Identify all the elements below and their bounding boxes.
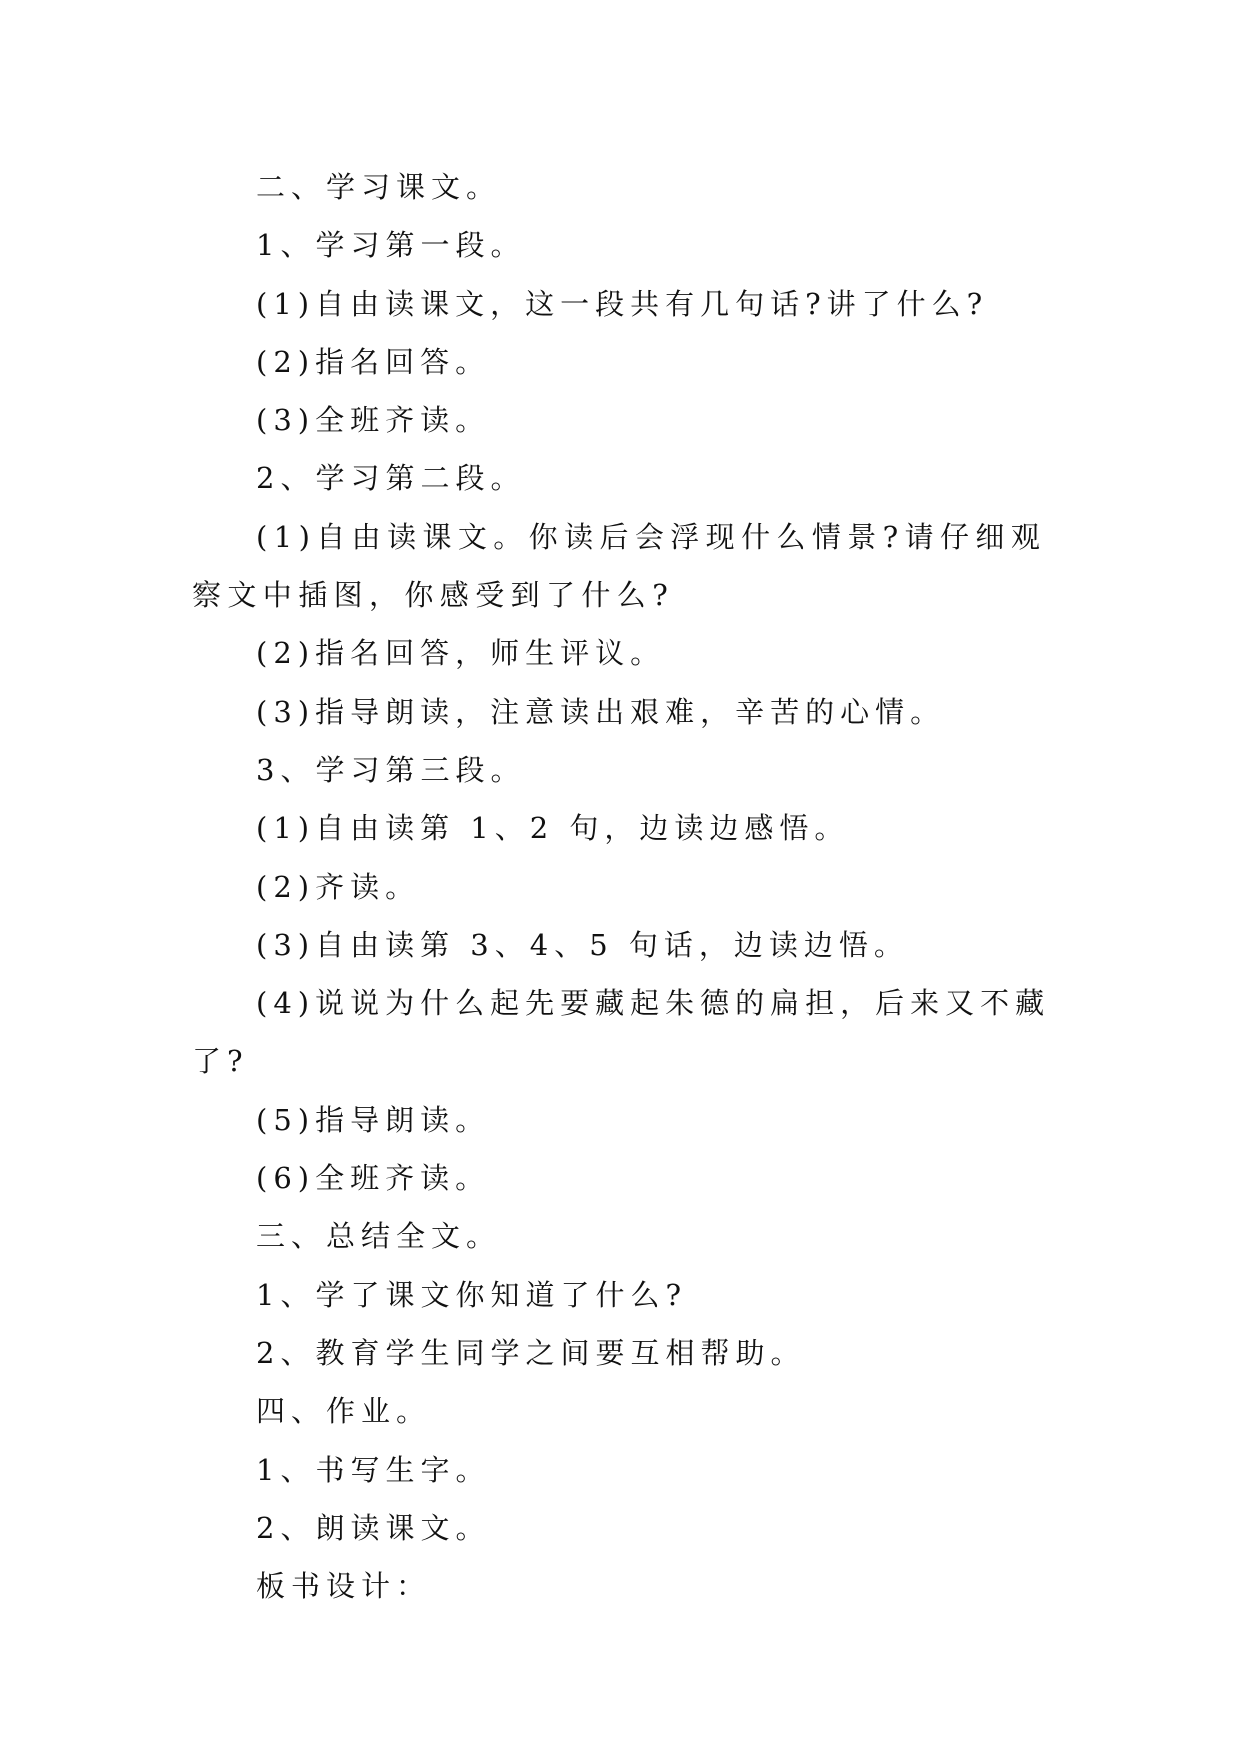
- section-heading-study-text: 二、学习课文。: [256, 170, 502, 204]
- step-study-paragraph-2: 2、学习第二段。: [256, 461, 526, 496]
- list-item: (3)全班齐读。: [256, 403, 491, 438]
- list-item: (1)自由读第 1、2 句，边读边感悟。: [256, 811, 850, 846]
- list-item: (3)指导朗读，注意读出艰难，辛苦的心情。: [256, 694, 946, 729]
- list-item: (4)说说为什么起先要藏起朱德的扁担，后来又不藏了?: [192, 986, 1051, 1079]
- list-item: (1)自由读课文，这一段共有几句话?讲了什么?: [256, 286, 989, 321]
- list-item: (2)指名回答。: [256, 344, 491, 379]
- step-study-paragraph-1: 1、学习第一段。: [256, 228, 526, 263]
- list-item: (3)自由读第 3、4、5 句话，边读边悟。: [256, 927, 909, 962]
- document-body: [192, 158, 1052, 1615]
- section-heading-homework: 四、作业。: [256, 1394, 432, 1429]
- list-item: (6)全班齐读。: [256, 1161, 491, 1196]
- section-heading-summary: 三、总结全文。: [256, 1219, 502, 1254]
- list-item: 2、朗读课文。: [256, 1510, 491, 1545]
- list-item: (2)齐读。: [256, 869, 421, 904]
- list-item: 1、学了课文你知道了什么?: [256, 1277, 687, 1312]
- list-item: (1)自由读课文。你读后会浮现什么情景?请仔细观察文中插图，你感受到了什么?: [192, 519, 1047, 613]
- list-item: (2)指名回答，师生评议。: [256, 636, 666, 671]
- list-item: (5)指导朗读。: [256, 1102, 491, 1137]
- list-item: 2、教育学生同学之间要互相帮助。: [256, 1335, 806, 1370]
- step-study-paragraph-3: 3、学习第三段。: [256, 752, 526, 787]
- list-item: 1、书写生字。: [256, 1452, 491, 1487]
- section-heading-board-design: 板书设计：: [256, 1569, 432, 1604]
